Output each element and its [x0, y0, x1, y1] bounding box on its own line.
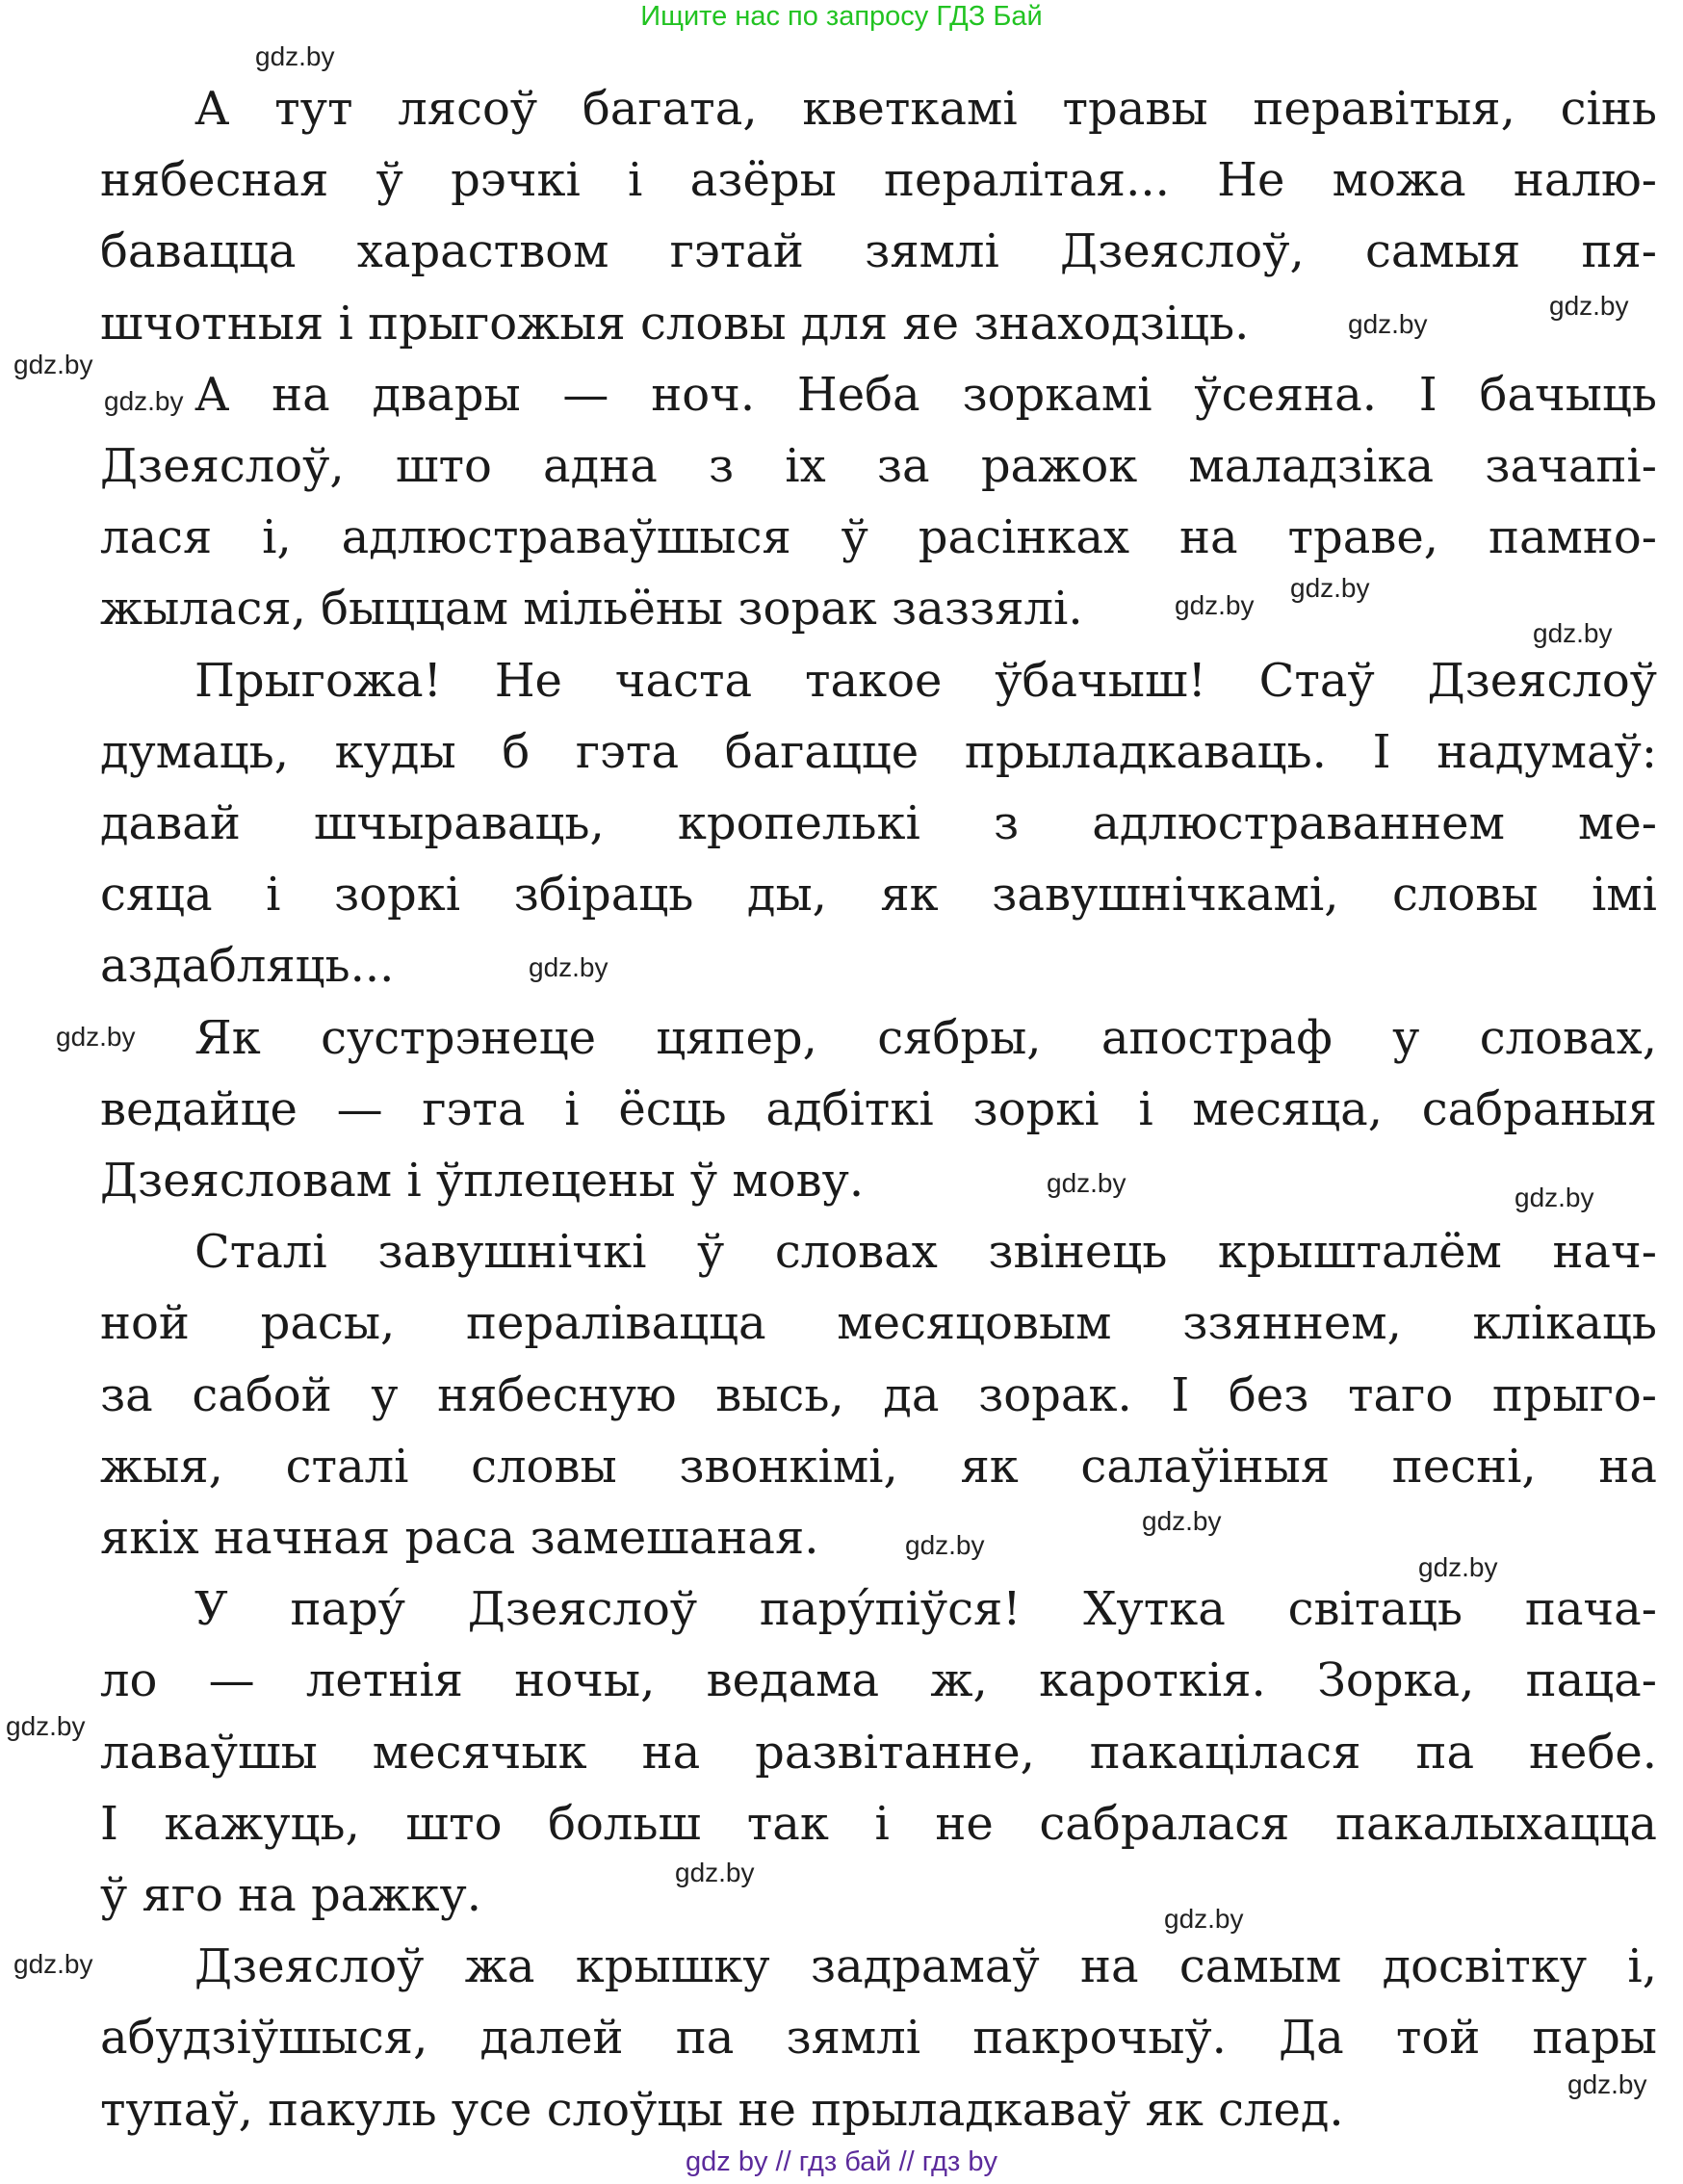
watermark: gdz.by: [675, 1858, 755, 1887]
watermark: gdz.by: [1142, 1506, 1222, 1536]
paragraph-first-line: Як сустрэнеце цяпер, сябры, апостраф у словах,: [194, 1010, 1657, 1065]
watermark: gdz.by: [1418, 1552, 1498, 1582]
paragraph-first-line: А тут лясоў багата, кветкамі травы перавітыя, сінь: [194, 82, 1657, 136]
search-hint-banner: Ищите нас по запросу ГДЗ Бай: [640, 1, 1043, 32]
watermark: gdz.by: [1047, 1168, 1126, 1198]
watermark: gdz.by: [1175, 590, 1255, 620]
watermark: gdz.by: [56, 1022, 136, 1052]
paragraph-line: за сабой у нябесную высь, да зорак. І без таго прыго-: [100, 1367, 1657, 1422]
paragraph-line: ведайце — гэта і ёсць адбіткі зоркі і месяца, сабраныя: [100, 1081, 1657, 1136]
paragraph-line: ло — летнія ночы, ведама ж, кароткія. Зорка, паца-: [100, 1653, 1657, 1708]
paragraph-first-line: У пару́ Дзеяслоў пару́піўся! Хутка світаць пача-: [194, 1582, 1657, 1637]
watermark: gdz.by: [1567, 2069, 1647, 2099]
watermark: gdz.by: [1164, 1904, 1244, 1934]
paragraph-line: бавацца хараством гэтай зямлі Дзеяслоў, самыя пя-: [100, 224, 1657, 279]
paragraph-line: жылася, быццам мільёны зорак заззялі.: [100, 582, 1083, 637]
paragraph-line: аздабляць...: [100, 939, 395, 994]
watermark: gdz.by: [1348, 309, 1428, 339]
watermark: gdz.by: [1515, 1183, 1594, 1212]
paragraph-line: ў яго на ражку.: [100, 1868, 481, 1922]
paragraph-line: давай шчыраваць, кропелькі з адлюстраваннем ме-: [100, 796, 1657, 850]
watermark: gdz.by: [1533, 618, 1613, 648]
paragraph-line: І кажуць, што больш так і не сабралася пакалыхацца: [100, 1796, 1657, 1851]
watermark: gdz.by: [6, 1711, 86, 1741]
watermark: gdz.by: [255, 41, 335, 71]
paragraph-line: абудзіўшыся, далей па зямлі пакрочыў. Да той пары: [100, 2011, 1657, 2066]
paragraph-first-line: Прыгожа! Не часта такое ўбачыш! Стаў Дзеяслоў: [194, 653, 1657, 708]
watermark: gdz.by: [1290, 573, 1370, 603]
paragraph-line: лася і, адлюстраваўшыся ў расінках на траве, памно-: [100, 510, 1657, 565]
paragraph-line: сяца і зоркі збіраць ды, як завушнічкамі, словы імі: [100, 868, 1657, 923]
watermark: gdz.by: [529, 952, 608, 982]
watermark: gdz.by: [104, 386, 184, 416]
watermark: gdz.by: [1549, 291, 1629, 321]
paragraph-line: лаваўшы месячык на развітанне, пакацілася па небе.: [100, 1725, 1657, 1780]
watermark: gdz.by: [13, 1949, 93, 1979]
paragraph-line: тупаў, пакуль усе слоўцы не прыладкаваў як след.: [100, 2082, 1344, 2137]
paragraph-line: шчотныя і прыгожыя словы для яе знаходзіць.: [100, 296, 1250, 351]
footer-watermark: gdz by // гдз бай // гдз by: [686, 2146, 997, 2177]
paragraph-first-line: А на двары — ноч. Неба зоркамі ўсеяна. І бачыць: [194, 367, 1657, 422]
paragraph-line: жыя, сталі словы звонкімі, як салаўіныя песні, на: [100, 1439, 1657, 1494]
paragraph-line: ной расы, пераліваццa месяцовым ззяннем, клікаць: [100, 1296, 1657, 1351]
paragraph-line: думаць, куды б гэта багацце прыладкаваць. І надумаў:: [100, 724, 1657, 779]
paragraph-line: Дзеяслоў, што адна з іх за ражок маладзіка зачапі-: [100, 439, 1657, 493]
paragraph-first-line: Сталі завушнічкі ў словах звінець крышталём нач-: [194, 1225, 1657, 1280]
paragraph-line: якіх начная раса замешаная.: [100, 1511, 819, 1565]
watermark: gdz.by: [13, 350, 93, 379]
paragraph-line: Дзеясловам і ўплецены ў мову.: [100, 1154, 865, 1208]
paragraph-line: нябесная ў рэчкі і азёры пералітая... Не можа налю-: [100, 153, 1657, 208]
paragraph-first-line: Дзеяслоў жа крышку задрамаў на самым досвітку і,: [194, 1939, 1657, 1994]
watermark: gdz.by: [905, 1530, 985, 1560]
